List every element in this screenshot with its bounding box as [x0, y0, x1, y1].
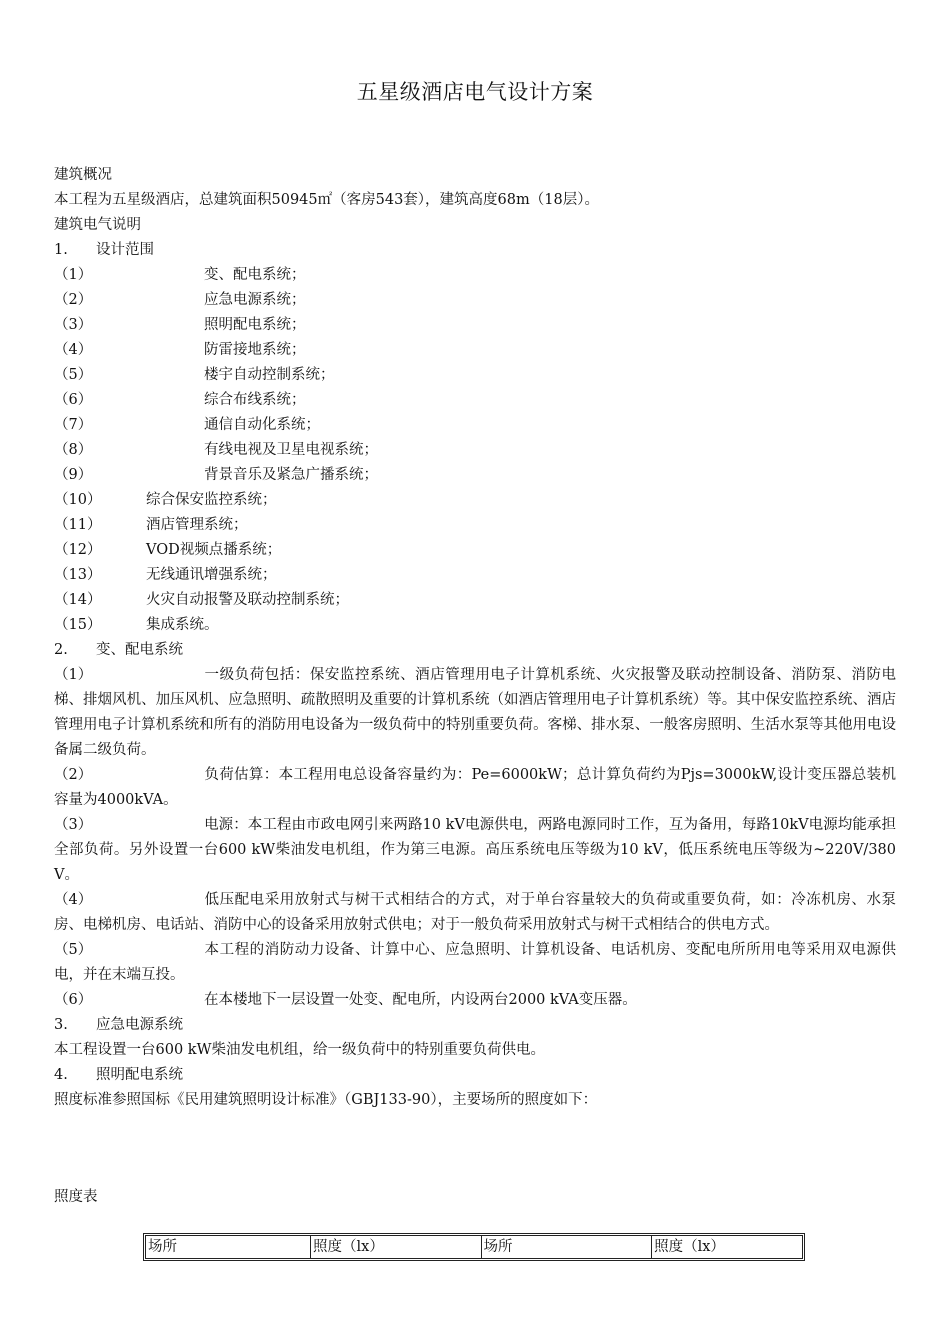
item-text: 有线电视及卫星电视系统； [204, 442, 378, 458]
section-4-heading [54, 1063, 896, 1088]
list-item [54, 488, 896, 513]
list-item [54, 588, 896, 613]
paragraph [54, 813, 896, 888]
document-body [54, 163, 896, 1113]
paragraph [54, 938, 896, 988]
list-item [54, 363, 896, 388]
section-number: 1. [54, 242, 68, 258]
item-text: 防雷接地系统； [204, 342, 306, 358]
item-text: 集成系统。 [146, 617, 219, 633]
item-text: 无线通讯增强系统； [146, 567, 277, 583]
section-1-heading [54, 238, 896, 263]
table-header-cell: 场所 [481, 1236, 652, 1258]
overview-text: 本工程为五星级酒店，总建筑面积50945㎡（客房543套），建筑高度68m（18层）。 [54, 192, 599, 208]
electrical-heading: 建筑电气说明 [54, 217, 141, 233]
paragraph-number: （5） [54, 942, 93, 958]
item-text: VOD视频点播系统； [146, 542, 282, 558]
item-number: （14） [54, 592, 102, 608]
document-title: 五星级酒店电气设计方案 [356, 80, 594, 104]
item-number: （15） [54, 617, 102, 633]
paragraph-text: 在本楼地下一层设置一处变、配电所，内设两台2000 kVA变压器。 [204, 992, 637, 1008]
list-item [54, 613, 896, 638]
section-title: 照明配电系统 [96, 1067, 183, 1083]
item-number: （8） [54, 442, 93, 458]
paragraph-text: 本工程的消防动力设备、计算中心、应急照明、计算机设备、电话机房、变配电所所用电等采用双电源供电，并在末端互投。 [54, 942, 896, 983]
paragraph-number: （6） [54, 992, 93, 1008]
list-item [54, 438, 896, 463]
item-text: 通信自动化系统； [204, 417, 320, 433]
item-number: （5） [54, 367, 93, 383]
item-text: 背景音乐及紧急广播系统； [204, 467, 378, 483]
section-number: 4. [54, 1067, 68, 1083]
section-title: 应急电源系统 [96, 1017, 183, 1033]
section-3-text: 本工程设置一台600 kW柴油发电机组，给一级负荷中的特别重要负荷供电。 [54, 1042, 545, 1058]
list-item [54, 538, 896, 563]
section-2-heading [54, 638, 896, 663]
list-item [54, 388, 896, 413]
item-text: 综合布线系统； [204, 392, 306, 408]
item-number: （2） [54, 292, 93, 308]
paragraph [54, 763, 896, 813]
paragraph [54, 663, 896, 763]
list-item [54, 338, 896, 363]
item-number: （13） [54, 567, 102, 583]
item-number: （6） [54, 392, 93, 408]
list-item [54, 263, 896, 288]
item-number: （1） [54, 267, 93, 283]
list-item [54, 463, 896, 488]
list-item [54, 513, 896, 538]
paragraph-text: 一级负荷包括：保安监控系统、酒店管理用电子计算机系统、火灾报警及联动控制设备、消防泵、消防电梯、排烟风机、加压风机、应急照明、疏散照明及重要的计算机系统（如酒店管理用电子计算机系统）等。其中保安监控系统、酒店管理用电子计算机系统和所有的消防用电设备为一级负荷中的特别重要负荷。客梯、排水泵、一般客房照明、生活水泵等其他用电设备属二级负荷。 [54, 667, 896, 758]
item-text: 综合保安监控系统； [146, 492, 277, 508]
table-header-cell: 场所 [148, 1239, 177, 1255]
paragraph-number: （4） [54, 892, 93, 908]
section-title: 变、配电系统 [96, 642, 183, 658]
paragraph-text: 负荷估算：本工程用电总设备容量约为：Pe=6000kW；总计算负荷约为Pjs=3000kW,设计变压器总装机容量为4000kVA。 [54, 767, 896, 808]
item-number: （11） [54, 517, 102, 533]
section-number: 2. [54, 642, 68, 658]
section-3-heading [54, 1013, 896, 1038]
item-number: （3） [54, 317, 93, 333]
paragraph [54, 988, 896, 1013]
section-title: 设计范围 [96, 242, 154, 258]
item-text: 酒店管理系统； [146, 517, 248, 533]
item-text: 楼宇自动控制系统； [204, 367, 335, 383]
list-item [54, 413, 896, 438]
item-number: （12） [54, 542, 102, 558]
paragraph-text: 低压配电采用放射式与树干式相结合的方式，对于单台容量较大的负荷或重要负荷，如：冷冻机房、水泵房、电梯机房、电话站、消防中心的设备采用放射式供电；对于一般负荷采用放射式与树干式相结合的供电方式。 [54, 892, 896, 933]
paragraph-number: （3） [54, 817, 93, 833]
table-caption: 照度表 [54, 1189, 98, 1205]
table-header-row [146, 1236, 802, 1258]
item-number: （10） [54, 492, 102, 508]
item-text: 火灾自动报警及联动控制系统； [146, 592, 349, 608]
table-header-cell: 照度（lx） [310, 1236, 481, 1258]
paragraph-number: （1） [54, 667, 93, 683]
list-item [54, 563, 896, 588]
item-text: 照明配电系统； [204, 317, 306, 333]
section-number: 3. [54, 1017, 68, 1033]
paragraph-number: （2） [54, 767, 93, 783]
paragraph [54, 888, 896, 938]
section-4-text: 照度标准参照国标《民用建筑照明设计标准》（GBJ133-90），主要场所的照度如下： [54, 1092, 598, 1108]
item-number: （4） [54, 342, 93, 358]
item-number: （7） [54, 417, 93, 433]
item-text: 变、配电系统； [204, 267, 306, 283]
overview-heading: 建筑概况 [54, 167, 112, 183]
item-number: （9） [54, 467, 93, 483]
list-item [54, 313, 896, 338]
table-header-cell: 照度（lx） [651, 1236, 802, 1258]
item-text: 应急电源系统； [204, 292, 306, 308]
list-item [54, 288, 896, 313]
paragraph-text: 电源：本工程由市政电网引来两路10 kV电源供电，两路电源同时工作，互为备用，每路10kV电源均能承担全部负荷。另外设置一台600 kW柴油发电机组，作为第三电源。高压系统电压等级为10 kV，低压系统电压等级为~220V/380V。 [54, 817, 896, 883]
illuminance-table [143, 1233, 805, 1261]
